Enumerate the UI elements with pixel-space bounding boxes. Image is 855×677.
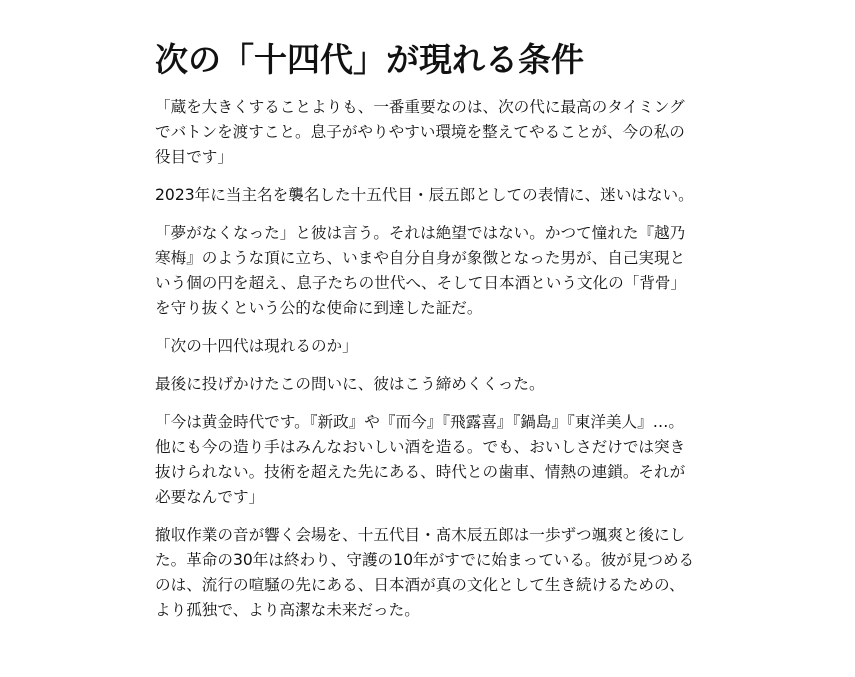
paragraph: 「次の十四代は現れるのか」 xyxy=(155,337,358,355)
article-title: 次の「十四代」が現れる条件 xyxy=(155,40,584,79)
paragraph: 2023年に当主名を襲名した十五代目・辰五郎としての表情に、迷いはない。 xyxy=(155,186,694,204)
paragraph: 「夢がなくなった」と彼は言う。それは絶望ではない。かつて憧れた『越乃寒梅』のような頂に立ち、いまや自分自身が象徴となった男が、自己実現という個の円を超え、息子たちの世代へ、そして日本酒という文化の「背骨」を守り抜くという公的な使命に到達した証だ。 xyxy=(155,224,687,317)
article xyxy=(155,38,695,636)
paragraph: 「今は黄金時代です。『新政』や『而今』『飛露喜』『鍋島』『東洋美人』…。他にも今の造り手はみんなおいしい酒を造る。でも、おいしさだけでは突き抜けられない。技術を超えた先にある、時代との歯車、情熱の連鎖。それが必要なんです」 xyxy=(155,413,686,506)
paragraph: 「蔵を大きくすることよりも、一番重要なのは、次の代に最高のタイミングでバトンを渡すこと。息子がやりやすい環境を整えてやることが、今の私の役目です」 xyxy=(155,98,685,166)
paragraph: 最後に投げかけたこの問いに、彼はこう締めくくった。 xyxy=(155,375,545,393)
paragraph: 撤収作業の音が響く会場を、十五代目・髙木辰五郎は一歩ずつ颯爽と後にした。革命の30年は終わり、守護の10年がすでに始まっている。彼が見つめるのは、流行の喧騒の先にある、日本酒が真の文化として生き続けるための、より孤独で、より高潔な未来だった。 xyxy=(155,526,695,619)
